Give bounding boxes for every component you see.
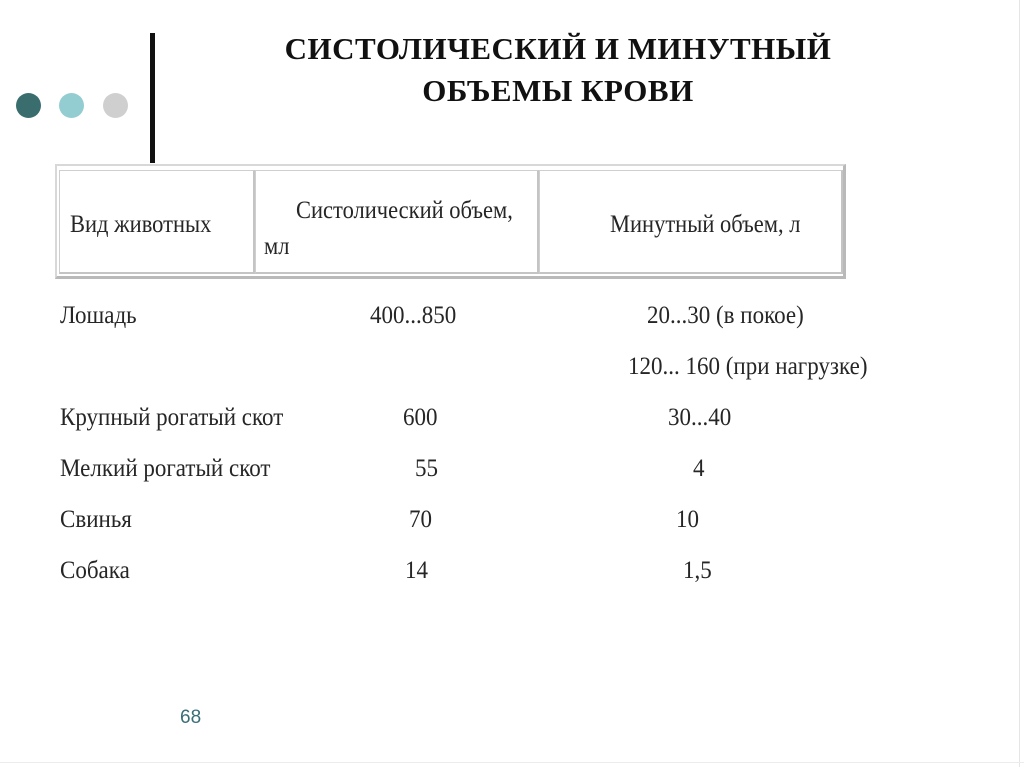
cell-animal: Свинья (60, 506, 132, 533)
cell-animal: Мелкий рогатый скот (60, 455, 271, 482)
title-line-1: СИСТОЛИЧЕСКИЙ И МИНУТНЫЙ (284, 31, 832, 66)
cell-animal: Лошадь (60, 302, 137, 329)
cell-animal: Крупный рогатый скот (60, 404, 284, 431)
cell-minute: 1,5 (683, 557, 712, 584)
cell-minute: 20...30 (в покое) (647, 302, 804, 329)
decor-dot-teal (59, 93, 84, 118)
cell-animal: Собака (60, 557, 130, 584)
page-number: 68 (180, 707, 202, 728)
header-minute-label: Минутный объем, л (610, 211, 801, 238)
cell-systolic: 70 (409, 506, 432, 533)
cell-systolic: 55 (415, 455, 438, 482)
header-systolic-label-1: Систолический объем, (296, 197, 513, 224)
cell-minute: 10 (676, 506, 699, 533)
header-animal-label: Вид животных (70, 211, 212, 238)
header-cell-animal (59, 170, 255, 274)
decor-dot-dark (16, 93, 41, 118)
cell-minute: 30...40 (668, 404, 732, 431)
header-cell-minute (539, 170, 843, 274)
cell-minute: 120... 160 (при нагрузке) (628, 353, 868, 380)
slide-title (228, 28, 888, 112)
cell-minute: 4 (693, 455, 705, 482)
slide-frame-edge (1019, 0, 1020, 767)
slide-frame-edge (0, 762, 1024, 763)
cell-systolic: 600 (403, 404, 438, 431)
title-line-2: ОБЪЕМЫ КРОВИ (422, 73, 694, 108)
header-cell-systolic (255, 170, 539, 274)
header-systolic-label-2: мл (264, 233, 290, 260)
cell-systolic: 14 (405, 557, 428, 584)
decor-vertical-bar (150, 33, 155, 163)
table-header (55, 164, 846, 279)
decor-dot-gray (103, 93, 128, 118)
cell-systolic: 400...850 (370, 302, 457, 329)
